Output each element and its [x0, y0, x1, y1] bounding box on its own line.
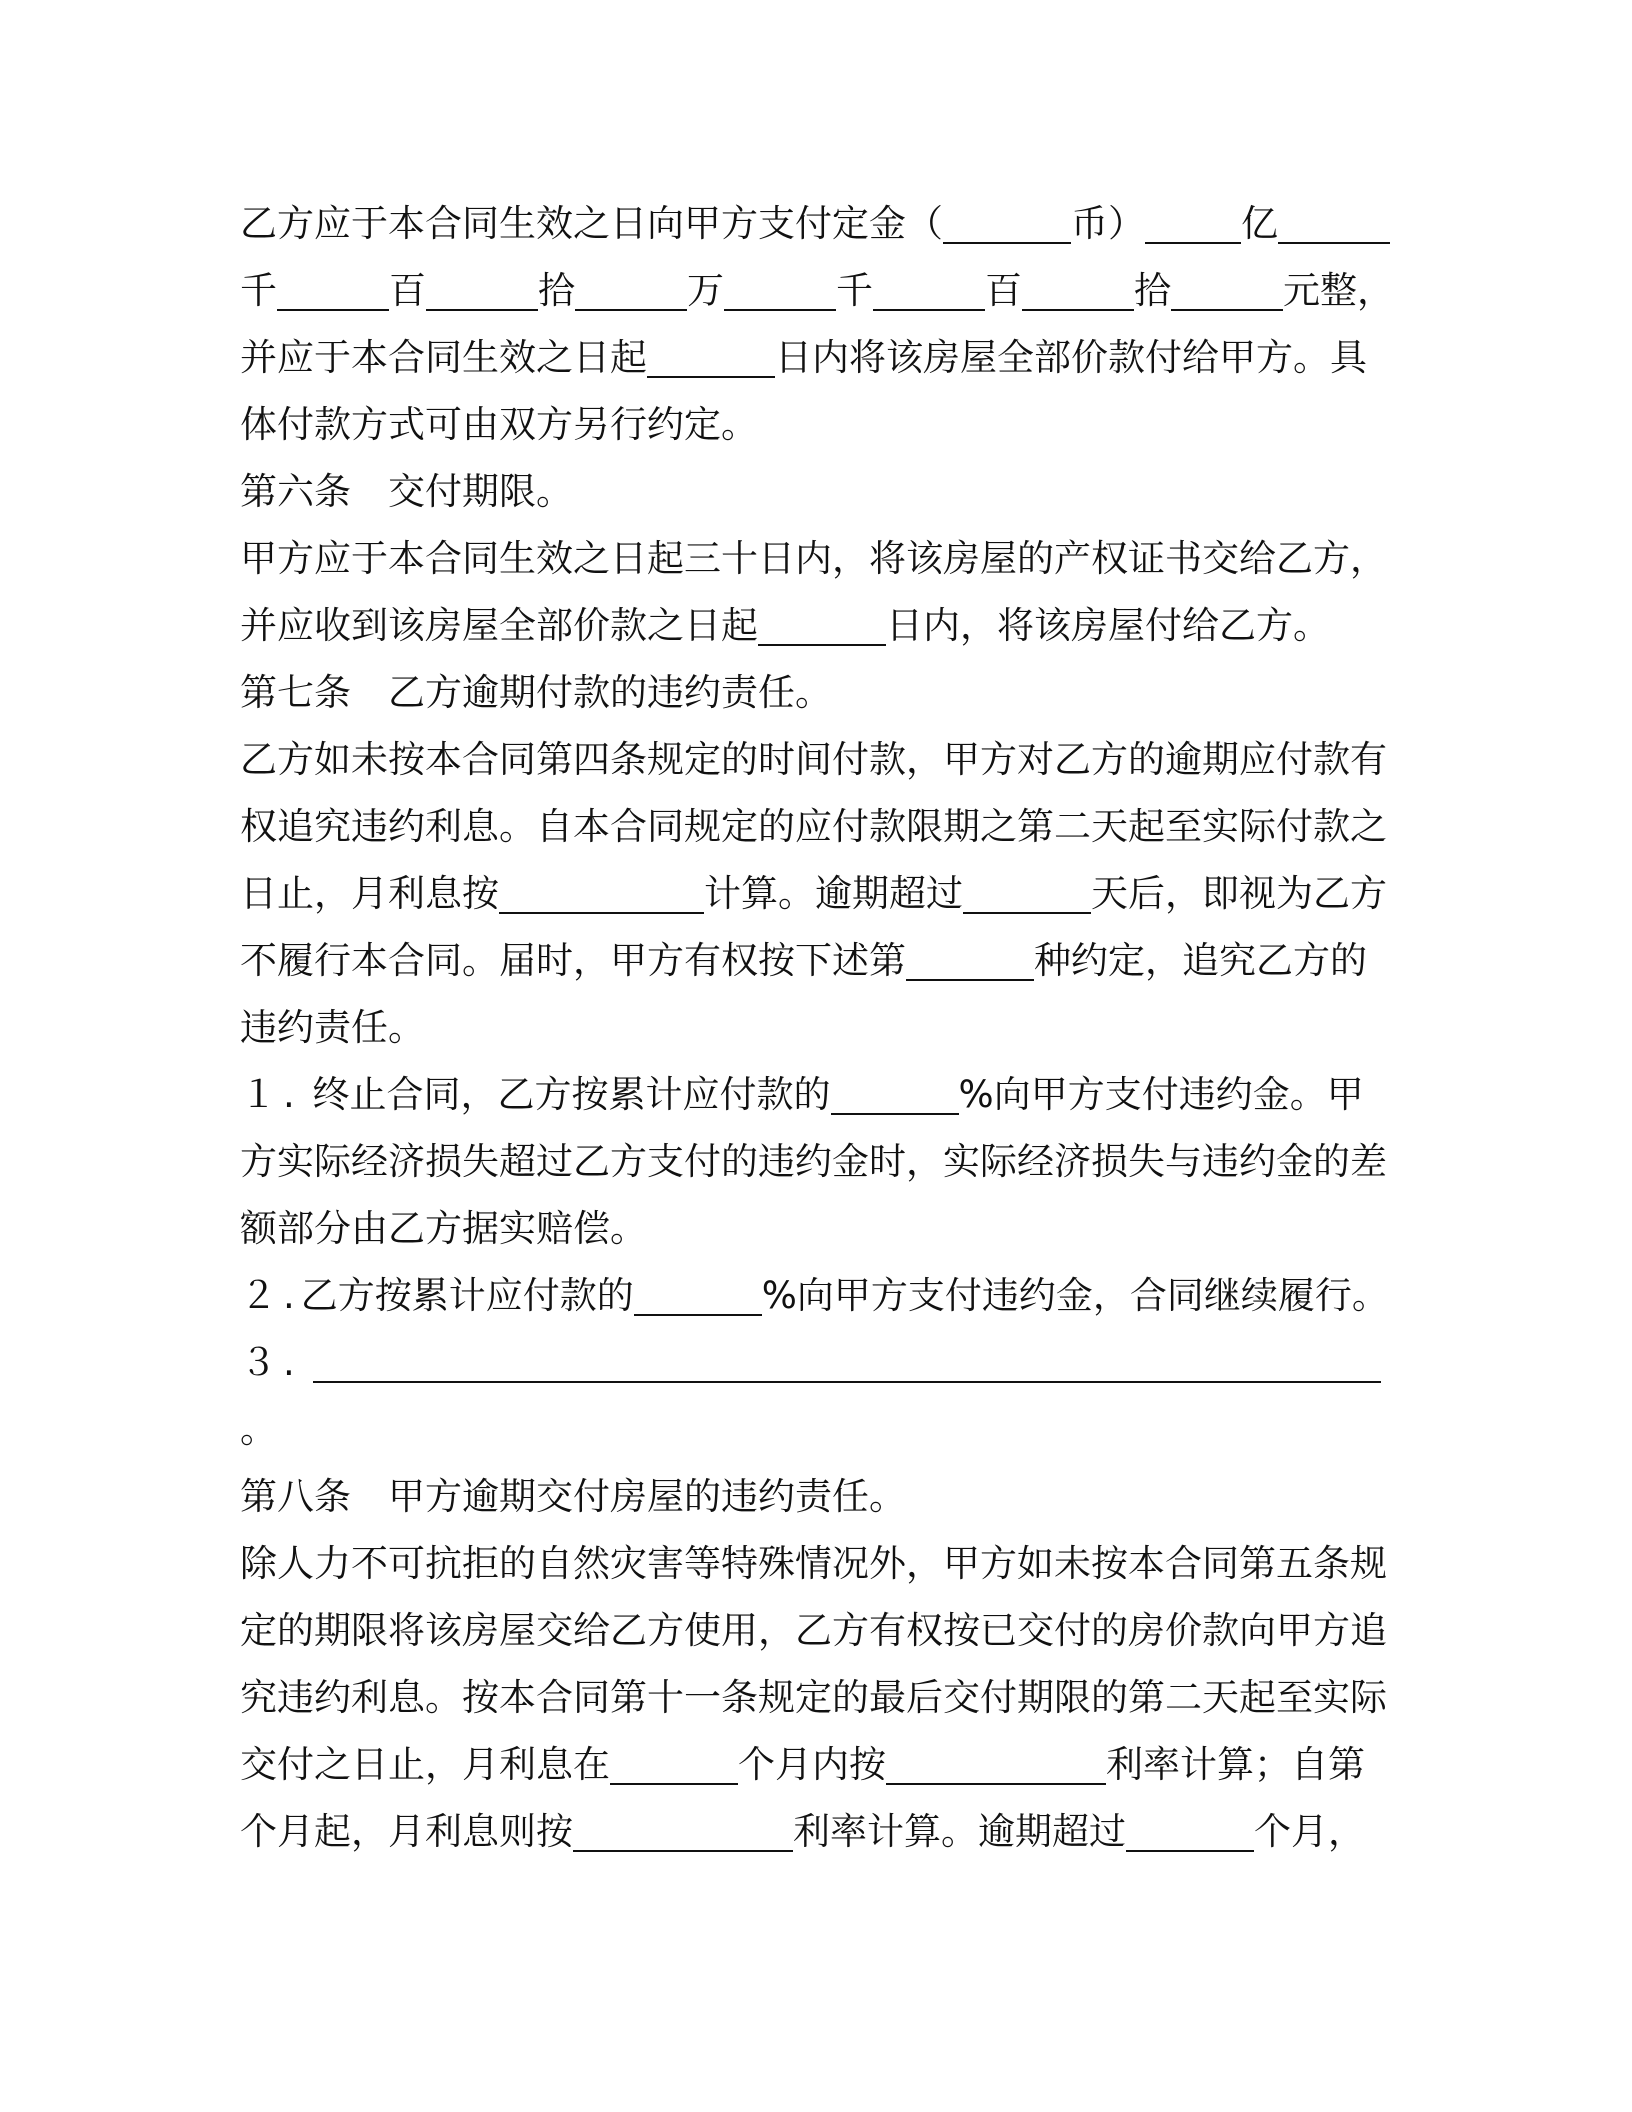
text-segment: 千 [836, 269, 873, 312]
text-segment: 并应收到该房屋全部价款之日起 [240, 604, 758, 647]
text-line: 。 [240, 1408, 277, 1451]
text-segment: %向甲方支付违约金，合同继续履行。 [761, 1274, 1389, 1317]
fill-blank[interactable] [1171, 267, 1283, 311]
text-line: 乙方如未按本合同第四条规定的时间付款，甲方对乙方的逾期应付款有 [240, 738, 1387, 781]
text-line [240, 1731, 1390, 1798]
text-line: 违约责任。 [240, 1006, 425, 1049]
text-segment: 利率计算。逾期超过 [793, 1810, 1126, 1853]
text-segment: 种约定，追究乙方的 [1034, 939, 1367, 982]
text-segment: 千 [240, 269, 277, 312]
fill-blank[interactable] [831, 1071, 959, 1115]
fill-blank[interactable] [1278, 200, 1390, 244]
text-line: 除人力不可抗拒的自然灾害等特殊情况外，甲方如未按本合同第五条规 [240, 1542, 1387, 1585]
text-segment: 万 [687, 269, 724, 312]
item-number: ３. [240, 1341, 301, 1384]
text-line [240, 927, 1390, 994]
text-segment: 拾 [538, 269, 575, 312]
text-segment: 不履行本合同。届时，甲方有权按下述第 [240, 939, 906, 982]
fill-blank[interactable] [610, 1741, 738, 1785]
text-segment: 币） [1071, 202, 1145, 245]
fill-blank[interactable] [1126, 1808, 1254, 1852]
text-line: 究违约利息。按本合同第十一条规定的最后交付期限的第二天起至实际 [240, 1676, 1387, 1719]
text-line: 方实际经济损失超过乙方支付的违约金时，实际经济损失与违约金的差 [240, 1140, 1387, 1183]
text-line [240, 1061, 1390, 1128]
text-segment: 亿 [1241, 202, 1278, 245]
text-segment: 个月起，月利息则按 [240, 1810, 573, 1853]
fill-blank[interactable] [873, 267, 985, 311]
article-heading: 第六条 交付期限。 [240, 470, 573, 513]
fill-blank[interactable] [886, 1741, 1106, 1785]
fill-blank[interactable] [758, 602, 886, 646]
fill-blank[interactable] [499, 870, 704, 914]
text-segment: 终止合同，乙方按累计应付款的 [312, 1073, 831, 1116]
text-line: 体付款方式可由双方另行约定。 [240, 403, 758, 446]
text-line [240, 592, 1390, 659]
text-segment: 乙方应于本合同生效之日向甲方支付定金（ [240, 202, 943, 245]
text-segment: 乙方按累计应付款的 [300, 1274, 634, 1317]
text-line [240, 324, 1390, 391]
text-segment: 个月， [1254, 1810, 1365, 1853]
fill-blank[interactable] [634, 1272, 762, 1316]
text-segment: 日内将该房屋全部价款付给甲方。具 [775, 336, 1367, 379]
fill-blank[interactable] [573, 1808, 793, 1852]
text-segment: 并应于本合同生效之日起 [240, 336, 647, 379]
text-segment: 计算。逾期超过 [704, 872, 963, 915]
text-segment: 交付之日止，月利息在 [240, 1743, 610, 1786]
text-line: 甲方应于本合同生效之日起三十日内，将该房屋的产权证书交给乙方， [240, 537, 1387, 580]
text-line [240, 860, 1390, 927]
fill-blank[interactable] [647, 334, 775, 378]
fill-blank[interactable] [1022, 267, 1134, 311]
text-segment: 日止，月利息按 [240, 872, 499, 915]
text-line: 额部分由乙方据实赔偿。 [240, 1207, 647, 1250]
text-line: 定的期限将该房屋交给乙方使用，乙方有权按已交付的房价款向甲方追 [240, 1609, 1387, 1652]
fill-blank[interactable] [1145, 200, 1241, 244]
fill-blank[interactable] [943, 200, 1071, 244]
fill-blank[interactable] [906, 937, 1034, 981]
text-segment: 元整， [1283, 269, 1394, 312]
text-line [240, 257, 1394, 324]
text-line: 权追究违约利息。自本合同规定的应付款限期之第二天起至实际付款之 [240, 805, 1387, 848]
text-segment: 百 [389, 269, 426, 312]
text-line [240, 190, 1390, 257]
fill-blank[interactable] [426, 267, 538, 311]
text-segment: 日内，将该房屋付给乙方。 [886, 604, 1330, 647]
fill-blank[interactable] [963, 870, 1091, 914]
text-segment: 拾 [1134, 269, 1171, 312]
text-line [240, 1262, 1390, 1329]
item-number: １. [240, 1073, 301, 1116]
fill-blank[interactable] [575, 267, 687, 311]
text-segment: 利率计算；自第 [1106, 1743, 1365, 1786]
text-segment: 百 [985, 269, 1022, 312]
fill-blank[interactable] [724, 267, 836, 311]
fill-blank[interactable] [277, 267, 389, 311]
item-number: ２. [240, 1274, 301, 1317]
text-segment: %向甲方支付违约金。甲 [958, 1073, 1364, 1116]
fill-blank-long[interactable] [313, 1339, 1381, 1383]
article-heading: 第八条 甲方逾期交付房屋的违约责任。 [240, 1475, 906, 1518]
text-line [240, 1329, 1390, 1396]
contract-page [240, 190, 1394, 1865]
article-heading: 第七条 乙方逾期付款的违约责任。 [240, 671, 832, 714]
text-segment: 天后，即视为乙方 [1091, 872, 1387, 915]
text-line [240, 1798, 1390, 1865]
text-segment: 个月内按 [738, 1743, 886, 1786]
